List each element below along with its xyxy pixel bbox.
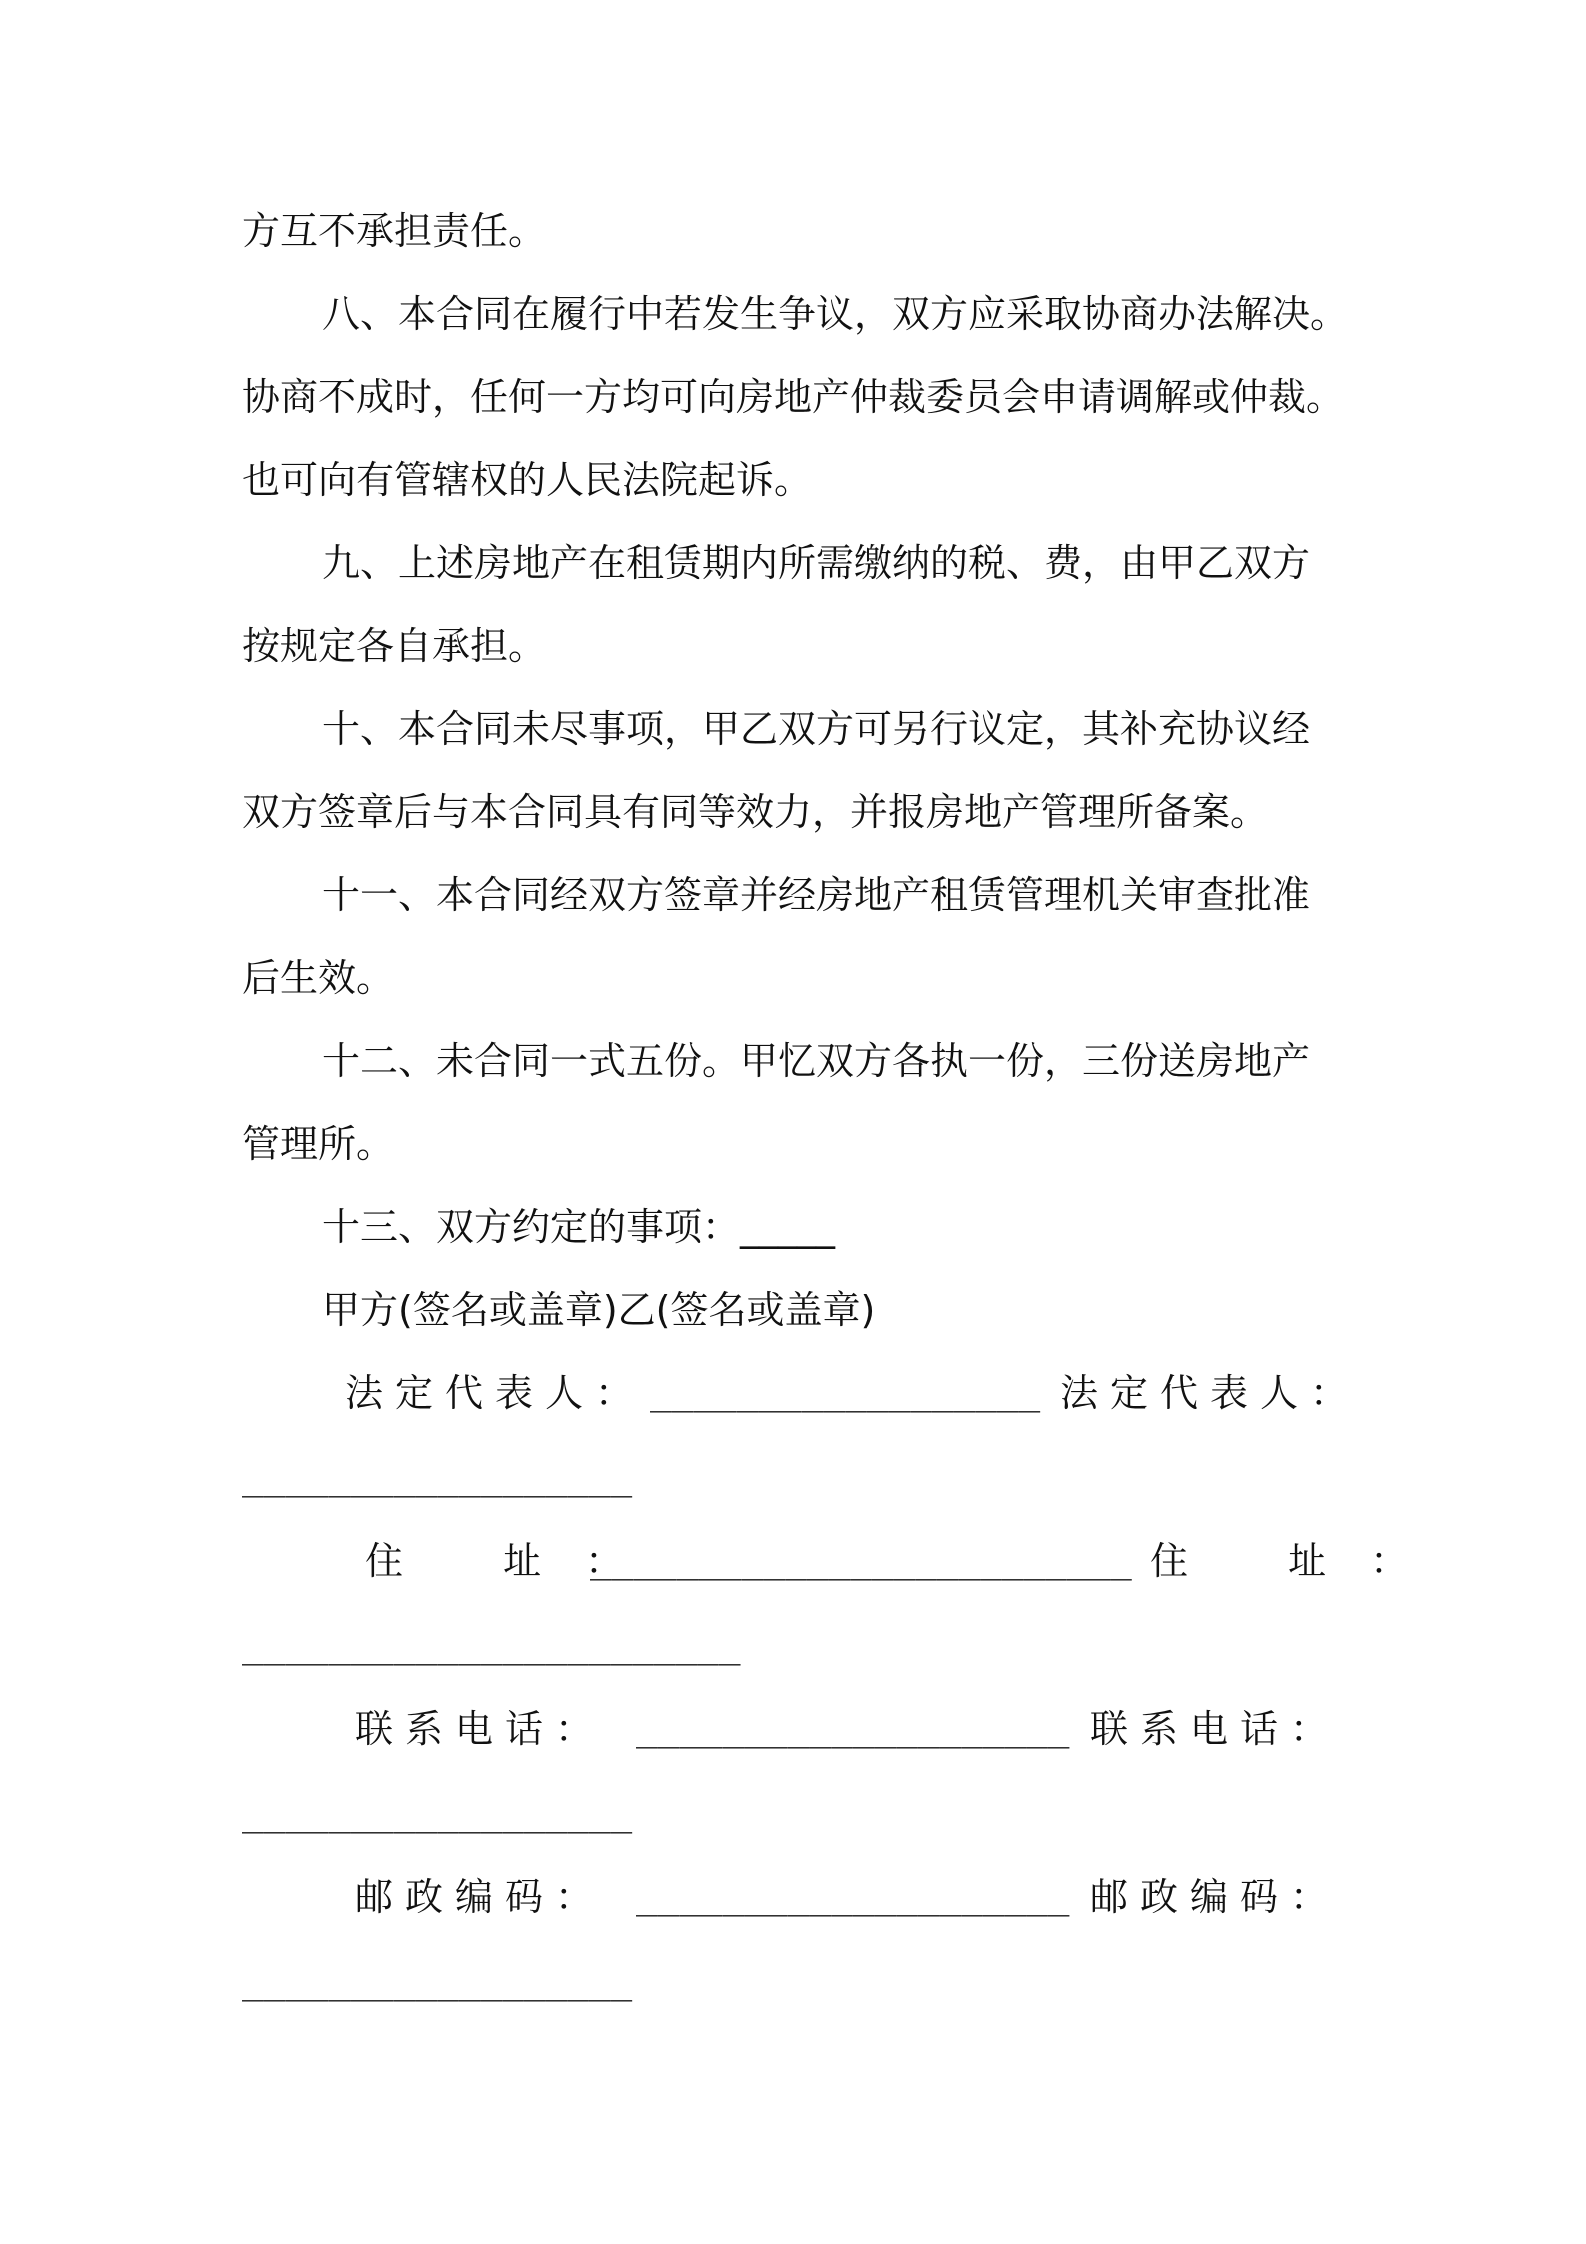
clause-9-line-1: 九、上述房地产在租赁期内所需缴纳的税、费，由甲乙双方 <box>322 541 1311 585</box>
postal-code-blank-b: __________________ <box>242 1961 633 2002</box>
clause-8-line-2: 协商不成时，任何一方均可向房地产仲裁委员会申请调解或仲裁。 <box>242 375 1345 419</box>
legal-rep-blank-b: __________________ <box>242 1457 633 1498</box>
address-blank-b: _______________________ <box>242 1625 741 1666</box>
phone-label-b: 联系电话： <box>1090 1707 1341 1751</box>
postal-code-label-a: 邮政编码： <box>355 1875 606 1919</box>
phone-blank-b: __________________ <box>242 1793 633 1834</box>
address-label-a: 住 址： <box>365 1539 668 1583</box>
clause-10-line-2: 双方签章后与本合同具有同等效力，并报房地产管理所备案。 <box>242 790 1269 834</box>
clause-8-line-1: 八、本合同在履行中若发生争议，双方应采取协商办法解决。 <box>322 292 1349 336</box>
clause-12-line-2: 管理所。 <box>242 1122 395 1166</box>
postal-code-blank-a: ____________________ <box>636 1876 1070 1917</box>
clause-11-line-2: 后生效。 <box>242 956 395 1000</box>
legal-rep-label-b: 法定代表人： <box>1060 1371 1361 1415</box>
clause-9-line-2: 按规定各自承担。 <box>242 624 547 668</box>
legal-rep-blank-a: __________________ <box>650 1372 1041 1413</box>
postal-code-label-b: 邮政编码： <box>1090 1875 1341 1919</box>
clause-12-line-1: 十二、未合同一式五份。甲忆双方各执一份，三份送房地产 <box>322 1039 1311 1083</box>
signature-parties-line: 甲方(签名或盖章)乙(签名或盖章) <box>322 1288 876 1332</box>
paragraph-line: 方互不承担责任。 <box>242 209 547 253</box>
clause-10-line-1: 十、本合同未尽事项，甲乙双方可另行议定，其补充协议经 <box>322 707 1311 751</box>
phone-blank-a: ____________________ <box>636 1708 1070 1749</box>
address-label-b: 住 址： <box>1150 1539 1453 1583</box>
address-blank-a: _________________________ <box>590 1540 1132 1581</box>
clause-8-line-3: 也可向有管辖权的人民法院起诉。 <box>242 458 813 502</box>
clause-11-line-1: 十一、本合同经双方签章并经房地产租赁管理机关审查批准 <box>322 873 1311 917</box>
phone-label-a: 联系电话： <box>355 1707 606 1751</box>
clause-13-line: 十三、双方约定的事项：_____ <box>322 1205 836 1249</box>
legal-rep-label-a: 法定代表人： <box>345 1371 646 1415</box>
